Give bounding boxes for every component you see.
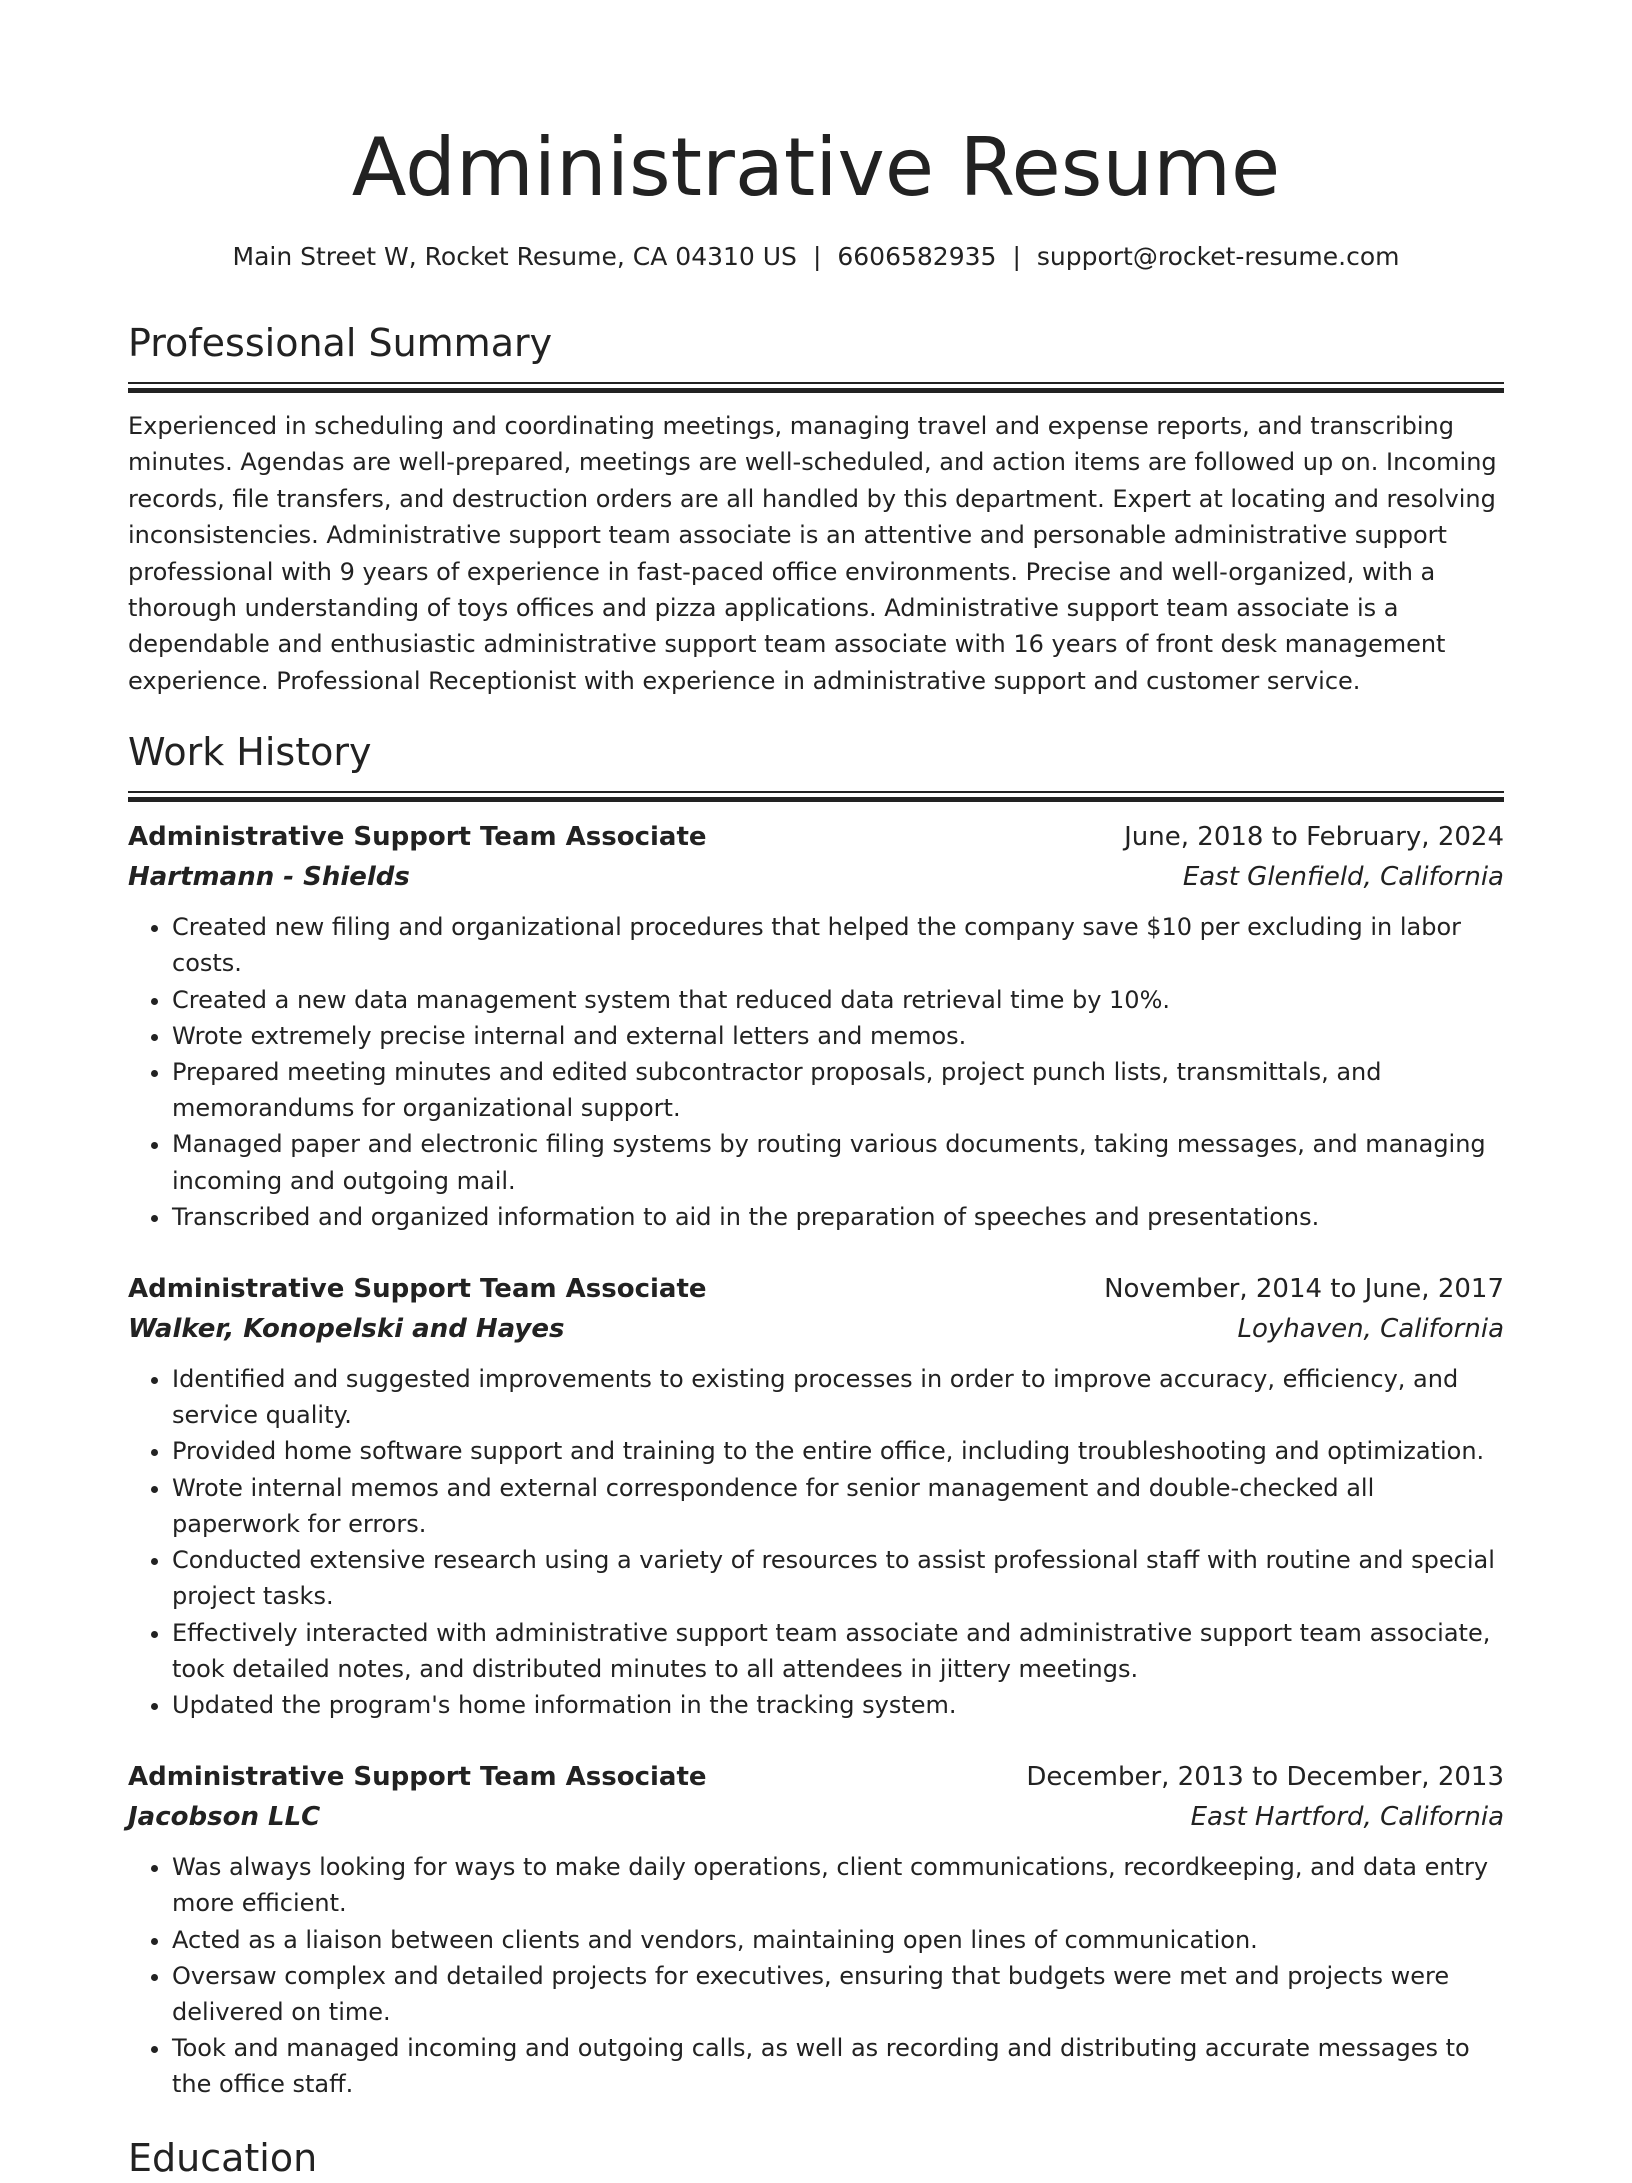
job-bullet: • Updated the program's home information in the tracking system.	[172, 1687, 1504, 1723]
job-bullet: • Created new filing and organizational procedures that helped the company save $10 per excluding in labor costs.	[172, 909, 1504, 981]
job-header-row	[128, 1757, 1504, 1797]
job-bullet-list	[128, 1849, 1504, 2102]
contact-email: support@rocket-resume.com	[1036, 242, 1400, 271]
job-entry	[128, 1269, 1504, 1723]
job-dates: December, 2013 to December, 2013	[1026, 1762, 1504, 1793]
contact-address: Main Street W, Rocket Resume, CA 04310 US	[232, 242, 797, 271]
job-bullet: • Transcribed and organized information to aid in the preparation of speeches and presentations.	[172, 1199, 1504, 1235]
section-rule	[128, 382, 1504, 394]
job-entry	[128, 817, 1504, 1235]
job-bullet: • Wrote extremely precise internal and external letters and memos.	[172, 1018, 1504, 1054]
section-heading-summary: Professional Summary	[128, 321, 553, 365]
job-location: East Glenfield, California	[1182, 862, 1504, 893]
job-header-row	[128, 817, 1504, 857]
job-bullet: • Managed paper and electronic filing systems by routing various documents, taking messages, and managing incoming and outgoing mail.	[172, 1126, 1504, 1198]
job-dates: June, 2018 to February, 2024	[1124, 822, 1504, 853]
contact-phone: 6606582935	[837, 242, 997, 271]
contact-line	[128, 240, 1504, 274]
contact-separator: |	[812, 242, 822, 271]
job-bullet: • Effectively interacted with administrative support team associate and administrative support team associate, took detailed notes, and distributed minutes to all attendees in jittery meetings.	[172, 1615, 1504, 1687]
job-company: Jacobson LLC	[128, 1802, 321, 1833]
job-bullet: • Identified and suggested improvements to existing processes in order to improve accuracy, efficiency, and service quality.	[172, 1361, 1504, 1433]
job-bullet: • Oversaw complex and detailed projects for executives, ensuring that budgets were met and projects were delivered on time.	[172, 1958, 1504, 2030]
job-bullet: • Acted as a liaison between clients and vendors, maintaining open lines of communication.	[172, 1922, 1504, 1958]
job-company: Hartmann - Shields	[128, 862, 410, 893]
job-bullet: • Prepared meeting minutes and edited subcontractor proposals, project punch lists, transmittals, and memorandums for organizational support.	[172, 1054, 1504, 1126]
job-title: Administrative Support Team Associate	[128, 822, 707, 853]
job-location: Loyhaven, California	[1237, 1314, 1504, 1345]
professional-summary-section	[128, 318, 1504, 699]
contact-separator: |	[1012, 242, 1021, 271]
job-dates: November, 2014 to June, 2017	[1104, 1274, 1504, 1305]
resume-title: Administrative Resume	[351, 121, 1281, 214]
job-bullet: • Provided home software support and training to the entire office, including troubleshooting and optimization.	[172, 1433, 1504, 1469]
job-subheader-row	[128, 857, 1504, 897]
job-title: Administrative Support Team Associate	[128, 1762, 707, 1793]
job-bullet: • Conducted extensive research using a variety of resources to assist professional staff with routine and special project tasks.	[172, 1542, 1504, 1614]
job-bullet: • Took and managed incoming and outgoing calls, as well as recording and distributing accurate messages to the office staff.	[172, 2030, 1504, 2102]
job-bullet: • Was always looking for ways to make daily operations, client communications, recordkeeping, and data entry more efficient.	[172, 1849, 1504, 1921]
summary-text: Experienced in scheduling and coordinating meetings, managing travel and expense reports, and transcribing minutes. Agendas are well-prepared, meetings are well-scheduled, and action items are followed up on. Incoming records, file transfers, and destruction orders are all handled by this department. Expert at locating and resolving inconsistencies. Administrative support team associate is an attentive and personable administrative support professional with 9 years of experience in fast-paced office environments. Precise and well-organized, with a thorough understanding of toys offices and pizza applications. Administrative support team associate is a dependable and enthusiastic administrative support team associate with 16 years of front desk management experience. Professional Receptionist with experience in administrative support and customer service.	[128, 412, 1497, 695]
section-heading-work: Work History	[128, 730, 372, 775]
job-title: Administrative Support Team Associate	[128, 1274, 707, 1305]
job-bullet-list	[128, 1361, 1504, 1723]
job-entry	[128, 1757, 1504, 2102]
job-location: East Hartford, California	[1190, 1802, 1504, 1833]
job-bullet-list	[128, 909, 1504, 1235]
job-company: Walker, Konopelski and Hayes	[128, 1314, 565, 1345]
section-heading-education: Education	[128, 2135, 318, 2180]
resume-page	[128, 0, 1504, 2183]
job-bullet: • Wrote internal memos and external correspondence for senior management and double-checked all paperwork for errors.	[172, 1470, 1504, 1542]
education-section	[128, 2133, 1504, 2183]
job-header-row	[128, 1269, 1504, 1309]
work-history-section	[128, 727, 1504, 2102]
job-subheader-row	[128, 1309, 1504, 1349]
job-bullet: • Created a new data management system that reduced data retrieval time by 10%.	[172, 982, 1504, 1018]
section-rule	[128, 791, 1504, 803]
job-subheader-row	[128, 1797, 1504, 1837]
